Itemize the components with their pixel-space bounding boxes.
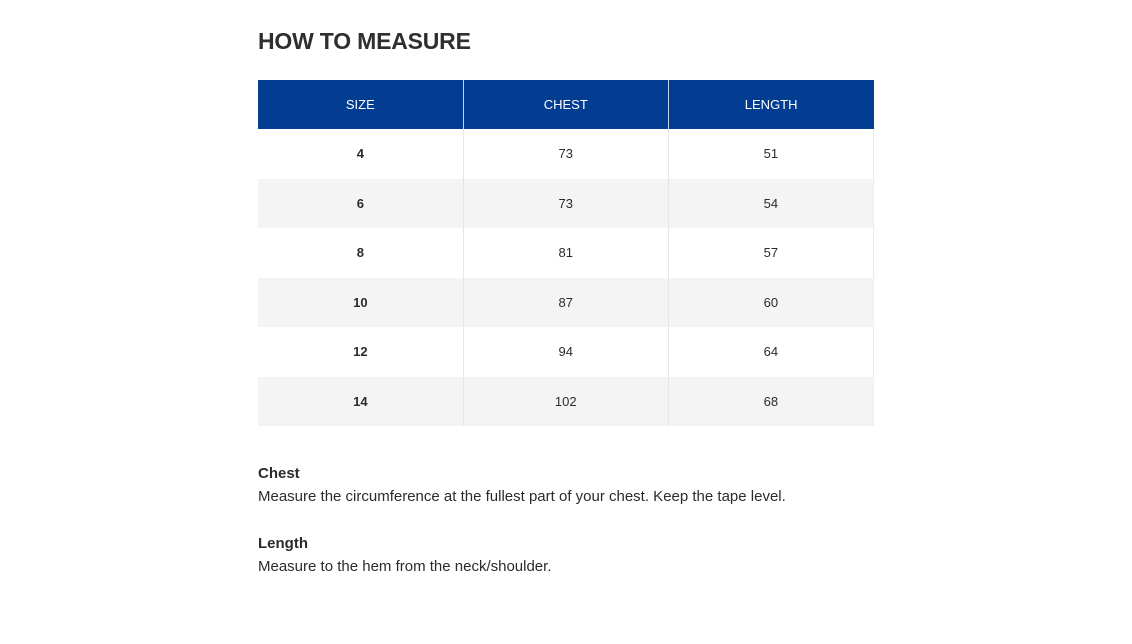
table-row bbox=[258, 278, 874, 328]
size-cell: 12 bbox=[258, 327, 463, 377]
chest-heading: Chest bbox=[258, 465, 300, 482]
page-title: HOW TO MEASURE bbox=[258, 28, 471, 54]
chest-cell: 87 bbox=[463, 278, 668, 328]
chest-description: Measure the circumference at the fullest part of your chest. Keep the tape level. bbox=[258, 488, 786, 505]
chest-cell: 81 bbox=[463, 228, 668, 278]
length-cell: 64 bbox=[668, 327, 873, 377]
size-table bbox=[258, 80, 874, 426]
table-row bbox=[258, 228, 874, 278]
chest-cell: 73 bbox=[463, 179, 668, 229]
size-cell: 14 bbox=[258, 377, 463, 427]
table-row bbox=[258, 179, 874, 229]
column-header-chest: CHEST bbox=[463, 80, 668, 129]
length-cell: 60 bbox=[668, 278, 873, 328]
chest-guide bbox=[258, 462, 874, 508]
size-cell: 8 bbox=[258, 228, 463, 278]
chest-cell: 94 bbox=[463, 327, 668, 377]
chest-cell: 73 bbox=[463, 129, 668, 179]
length-cell: 54 bbox=[668, 179, 873, 229]
length-cell: 57 bbox=[668, 228, 873, 278]
chest-cell: 102 bbox=[463, 377, 668, 427]
length-cell: 68 bbox=[668, 377, 873, 427]
column-header-size: SIZE bbox=[258, 80, 463, 129]
length-heading: Length bbox=[258, 535, 308, 552]
table-row bbox=[258, 129, 874, 179]
table-row bbox=[258, 327, 874, 377]
length-guide bbox=[258, 532, 874, 578]
size-cell: 10 bbox=[258, 278, 463, 328]
length-description: Measure to the hem from the neck/shoulder. bbox=[258, 558, 552, 575]
column-header-length: LENGTH bbox=[668, 80, 873, 129]
table-header-row bbox=[258, 80, 874, 129]
table-row bbox=[258, 377, 874, 427]
size-cell: 6 bbox=[258, 179, 463, 229]
size-cell: 4 bbox=[258, 129, 463, 179]
length-cell: 51 bbox=[668, 129, 873, 179]
